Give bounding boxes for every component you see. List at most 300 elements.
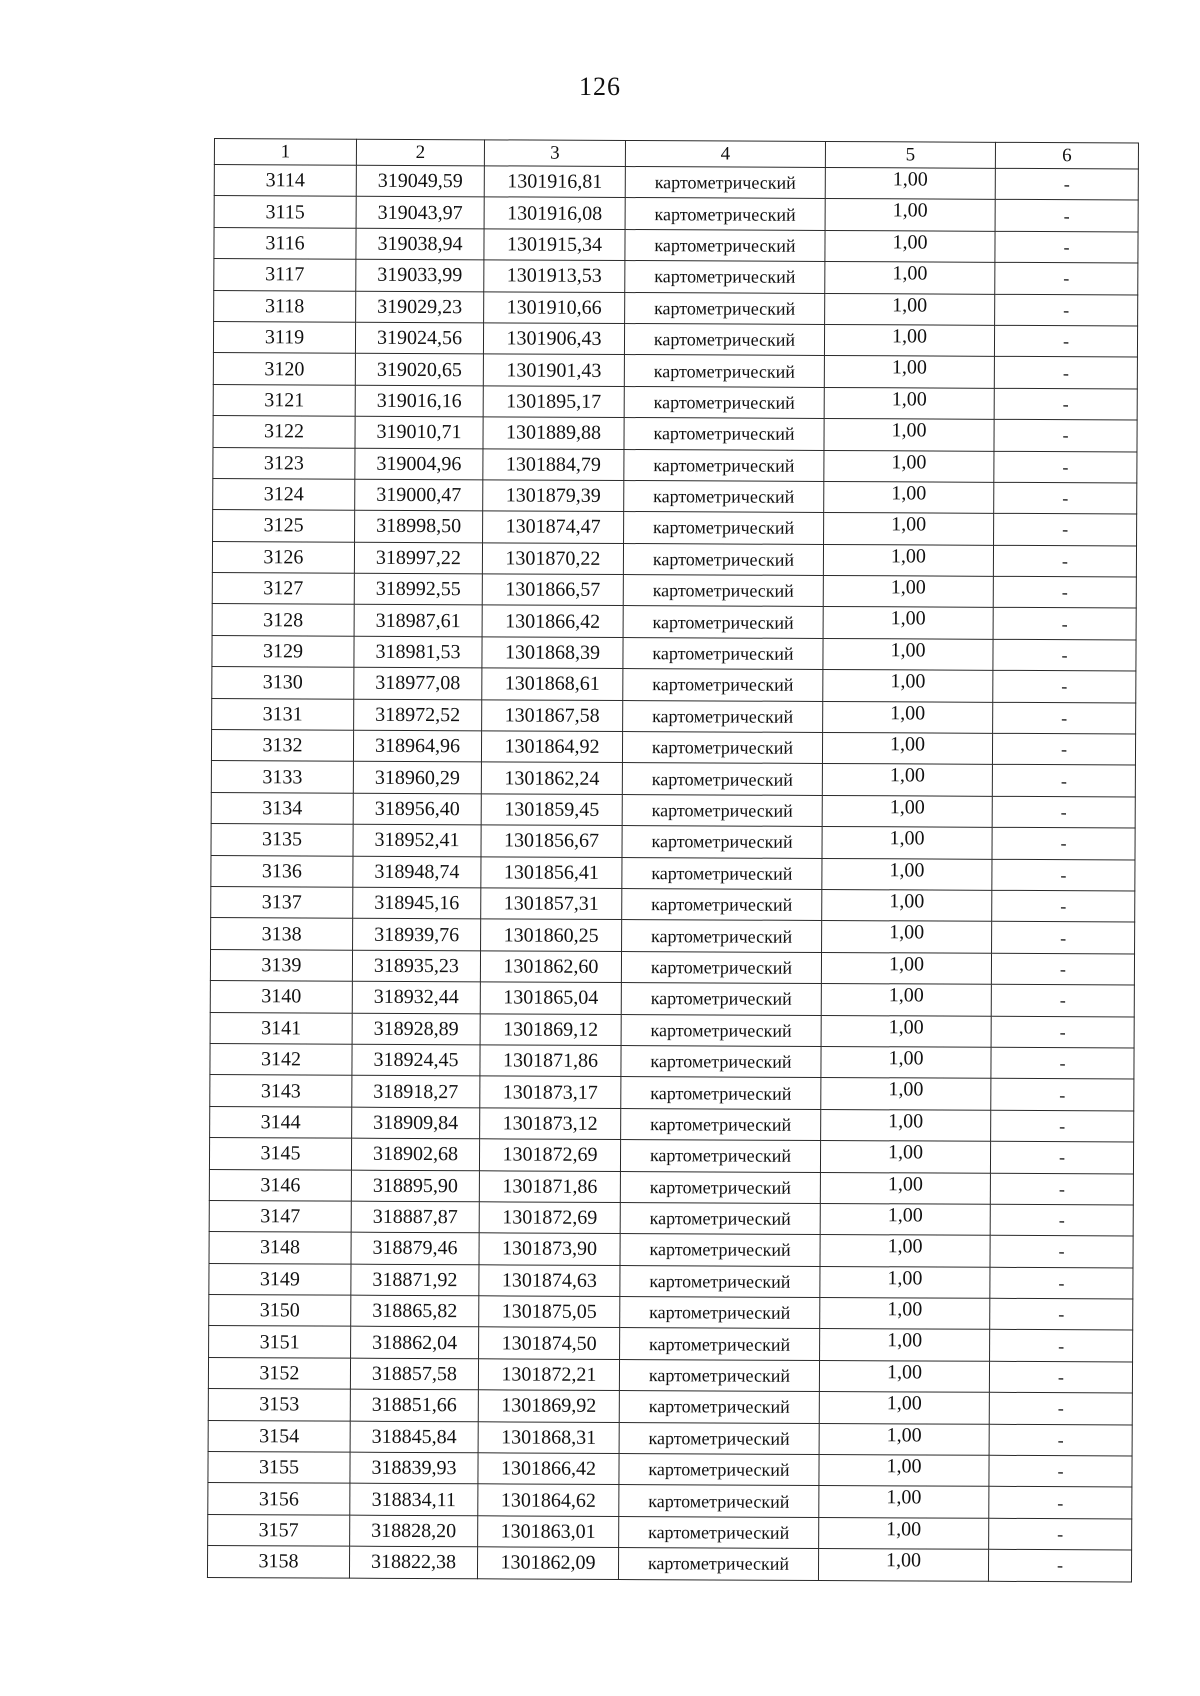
point-number-cell: 3122 xyxy=(213,416,355,448)
x-coordinate-cell: 318862,04 xyxy=(351,1327,479,1359)
note-cell: - xyxy=(990,1173,1133,1205)
point-number-cell: 3119 xyxy=(213,321,355,353)
point-number-cell: 3136 xyxy=(211,855,353,887)
y-coordinate-cell: 1301916,81 xyxy=(484,166,625,198)
x-coordinate-cell: 318845,84 xyxy=(350,1421,478,1453)
accuracy-cell: 1,00 xyxy=(822,921,992,953)
method-cell: картометрический xyxy=(625,292,825,324)
table-row xyxy=(213,384,1137,420)
point-number-cell: 3135 xyxy=(211,824,353,856)
y-coordinate-cell: 1301871,86 xyxy=(480,1045,621,1077)
note-cell: - xyxy=(995,168,1138,200)
note-cell: - xyxy=(994,388,1137,420)
column-header: 4 xyxy=(625,141,825,168)
accuracy-cell: 1,00 xyxy=(821,1015,991,1047)
x-coordinate-cell: 319038,94 xyxy=(356,228,484,260)
method-cell: картометрический xyxy=(620,1234,820,1266)
point-number-cell: 3120 xyxy=(213,353,355,385)
point-number-cell: 3134 xyxy=(211,792,353,824)
x-coordinate-cell: 318939,76 xyxy=(353,919,481,951)
point-number-cell: 3124 xyxy=(213,478,355,510)
table-row xyxy=(208,1514,1132,1550)
x-coordinate-cell: 318871,92 xyxy=(351,1264,479,1296)
table-row xyxy=(214,227,1138,263)
x-coordinate-cell: 318839,93 xyxy=(350,1452,478,1484)
y-coordinate-cell: 1301860,25 xyxy=(481,919,622,951)
accuracy-cell: 1,00 xyxy=(819,1392,989,1424)
method-cell: картометрический xyxy=(621,1108,821,1140)
point-number-cell: 3152 xyxy=(208,1357,350,1389)
point-number-cell: 3133 xyxy=(211,761,353,793)
method-cell: картометрический xyxy=(622,920,822,952)
point-number-cell: 3129 xyxy=(212,635,354,667)
method-cell: картометрический xyxy=(623,543,823,575)
note-cell: - xyxy=(990,1236,1133,1268)
note-cell: - xyxy=(992,922,1135,954)
point-number-cell: 3138 xyxy=(211,918,353,950)
table-row xyxy=(213,447,1137,483)
method-cell: картометрический xyxy=(622,794,822,826)
y-coordinate-cell: 1301874,50 xyxy=(479,1327,620,1359)
x-coordinate-cell: 318932,44 xyxy=(352,981,480,1013)
table-row xyxy=(211,886,1135,922)
y-coordinate-cell: 1301872,69 xyxy=(479,1139,620,1171)
method-cell: картометрический xyxy=(621,1045,821,1077)
y-coordinate-cell: 1301862,09 xyxy=(477,1547,618,1579)
accuracy-cell: 1,00 xyxy=(825,167,995,199)
accuracy-cell: 1,00 xyxy=(824,387,994,419)
accuracy-cell: 1,00 xyxy=(819,1423,989,1455)
x-coordinate-cell: 319049,59 xyxy=(356,165,484,197)
accuracy-cell: 1,00 xyxy=(819,1486,989,1518)
point-number-cell: 3149 xyxy=(209,1263,351,1295)
x-coordinate-cell: 318948,74 xyxy=(353,856,481,888)
table-row xyxy=(214,290,1138,326)
y-coordinate-cell: 1301864,92 xyxy=(481,731,622,763)
table-row xyxy=(208,1389,1132,1425)
x-coordinate-cell: 318998,50 xyxy=(355,510,483,542)
table-row xyxy=(207,1546,1131,1582)
x-coordinate-cell: 318960,29 xyxy=(353,762,481,794)
y-coordinate-cell: 1301856,67 xyxy=(481,825,622,857)
y-coordinate-cell: 1301862,24 xyxy=(481,762,622,794)
point-number-cell: 3140 xyxy=(210,981,352,1013)
accuracy-cell: 1,00 xyxy=(824,419,994,451)
accuracy-cell: 1,00 xyxy=(818,1549,988,1581)
accuracy-cell: 1,00 xyxy=(823,544,993,576)
accuracy-cell: 1,00 xyxy=(822,858,992,890)
method-cell: картометрический xyxy=(618,1548,818,1580)
y-coordinate-cell: 1301901,43 xyxy=(483,354,624,386)
note-cell: - xyxy=(992,796,1135,828)
table-row xyxy=(212,604,1136,640)
y-coordinate-cell: 1301916,08 xyxy=(484,197,625,229)
coordinates-table xyxy=(207,138,1139,1582)
method-cell: картометрический xyxy=(623,606,823,638)
note-cell: - xyxy=(990,1267,1133,1299)
method-cell: картометрический xyxy=(622,826,822,858)
point-number-cell: 3114 xyxy=(214,165,356,197)
x-coordinate-cell: 319033,99 xyxy=(356,259,484,291)
y-coordinate-cell: 1301868,31 xyxy=(478,1421,619,1453)
y-coordinate-cell: 1301884,79 xyxy=(483,448,624,480)
point-number-cell: 3142 xyxy=(210,1043,352,1075)
note-cell: - xyxy=(993,545,1136,577)
page-number: 126 xyxy=(579,72,621,101)
accuracy-cell: 1,00 xyxy=(819,1360,989,1392)
y-coordinate-cell: 1301868,61 xyxy=(482,668,623,700)
table-row xyxy=(209,1263,1133,1299)
table-row xyxy=(211,792,1135,828)
note-cell: - xyxy=(992,765,1135,797)
y-coordinate-cell: 1301866,57 xyxy=(482,574,623,606)
method-cell: картометрический xyxy=(623,575,823,607)
accuracy-cell: 1,00 xyxy=(821,1078,991,1110)
note-cell: - xyxy=(995,294,1138,326)
note-cell: - xyxy=(991,984,1134,1016)
note-cell: - xyxy=(991,1110,1134,1142)
accuracy-cell: 1,00 xyxy=(821,1046,991,1078)
table-row xyxy=(214,196,1138,232)
table-row xyxy=(210,1043,1134,1079)
x-coordinate-cell: 318857,58 xyxy=(350,1358,478,1390)
method-cell: картометрический xyxy=(624,386,824,418)
table-row xyxy=(208,1420,1132,1456)
x-coordinate-cell: 318879,46 xyxy=(351,1232,479,1264)
x-coordinate-cell: 319010,71 xyxy=(355,416,483,448)
point-number-cell: 3126 xyxy=(212,541,354,573)
method-cell: картометрический xyxy=(620,1202,820,1234)
accuracy-cell: 1,00 xyxy=(821,952,991,984)
point-number-cell: 3156 xyxy=(208,1483,350,1515)
table-row xyxy=(210,981,1134,1017)
y-coordinate-cell: 1301864,62 xyxy=(478,1484,619,1516)
point-number-cell: 3125 xyxy=(213,510,355,542)
table-row xyxy=(210,1012,1134,1048)
method-cell: картометрический xyxy=(625,229,825,261)
point-number-cell: 3144 xyxy=(210,1106,352,1138)
point-number-cell: 3127 xyxy=(212,573,354,605)
x-coordinate-cell: 318902,68 xyxy=(351,1138,479,1170)
accuracy-cell: 1,00 xyxy=(822,827,992,859)
accuracy-cell: 1,00 xyxy=(820,1172,990,1204)
method-cell: картометрический xyxy=(624,323,824,355)
method-cell: картометрический xyxy=(624,480,824,512)
table-row xyxy=(214,259,1138,295)
x-coordinate-cell: 319020,65 xyxy=(355,354,483,386)
point-number-cell: 3145 xyxy=(209,1138,351,1170)
note-cell: - xyxy=(991,1016,1134,1048)
y-coordinate-cell: 1301906,43 xyxy=(483,323,624,355)
method-cell: картометрический xyxy=(619,1485,819,1517)
table-row xyxy=(209,1326,1133,1362)
x-coordinate-cell: 318945,16 xyxy=(353,887,481,919)
accuracy-cell: 1,00 xyxy=(819,1454,989,1486)
x-coordinate-cell: 318981,53 xyxy=(354,636,482,668)
method-cell: картометрический xyxy=(624,418,824,450)
note-cell: - xyxy=(995,200,1138,232)
table-row xyxy=(211,918,1135,954)
method-cell: картометрический xyxy=(619,1391,819,1423)
accuracy-cell: 1,00 xyxy=(819,1517,989,1549)
method-cell: картометрический xyxy=(621,983,821,1015)
point-number-cell: 3123 xyxy=(213,447,355,479)
note-cell: - xyxy=(994,325,1137,357)
y-coordinate-cell: 1301869,92 xyxy=(478,1390,619,1422)
y-coordinate-cell: 1301873,17 xyxy=(480,1076,621,1108)
y-coordinate-cell: 1301872,21 xyxy=(478,1359,619,1391)
y-coordinate-cell: 1301866,42 xyxy=(482,605,623,637)
note-cell: - xyxy=(992,733,1135,765)
table-row xyxy=(213,321,1137,357)
table-row xyxy=(214,165,1138,201)
note-cell: - xyxy=(990,1330,1133,1362)
y-coordinate-cell: 1301868,39 xyxy=(482,637,623,669)
y-coordinate-cell: 1301874,47 xyxy=(483,511,624,543)
accuracy-cell: 1,00 xyxy=(822,764,992,796)
accuracy-cell: 1,00 xyxy=(824,450,994,482)
point-number-cell: 3137 xyxy=(211,886,353,918)
method-cell: картометрический xyxy=(624,449,824,481)
method-cell: картометрический xyxy=(621,951,821,983)
x-coordinate-cell: 319000,47 xyxy=(355,479,483,511)
table-row xyxy=(212,667,1136,703)
y-coordinate-cell: 1301866,42 xyxy=(478,1453,619,1485)
table-row xyxy=(209,1295,1133,1331)
accuracy-cell: 1,00 xyxy=(825,262,995,294)
accuracy-cell: 1,00 xyxy=(823,607,993,639)
note-cell: - xyxy=(992,890,1135,922)
y-coordinate-cell: 1301865,04 xyxy=(480,982,621,1014)
note-cell: - xyxy=(993,702,1136,734)
point-number-cell: 3150 xyxy=(209,1295,351,1327)
x-coordinate-cell: 318834,11 xyxy=(350,1484,478,1516)
table-row xyxy=(209,1138,1133,1174)
y-coordinate-cell: 1301874,63 xyxy=(479,1264,620,1296)
table-row xyxy=(209,1200,1133,1236)
method-cell: картометрический xyxy=(624,355,824,387)
note-cell: - xyxy=(994,357,1137,389)
x-coordinate-cell: 318828,20 xyxy=(350,1515,478,1547)
point-number-cell: 3132 xyxy=(211,730,353,762)
y-coordinate-cell: 1301879,39 xyxy=(483,480,624,512)
y-coordinate-cell: 1301871,86 xyxy=(479,1170,620,1202)
note-cell: - xyxy=(995,262,1138,294)
accuracy-cell: 1,00 xyxy=(822,733,992,765)
y-coordinate-cell: 1301869,12 xyxy=(480,1013,621,1045)
point-number-cell: 3151 xyxy=(209,1326,351,1358)
note-cell: - xyxy=(989,1424,1132,1456)
method-cell: картометрический xyxy=(622,763,822,795)
x-coordinate-cell: 319043,97 xyxy=(356,197,484,229)
note-cell: - xyxy=(989,1487,1132,1519)
point-number-cell: 3130 xyxy=(212,667,354,699)
method-cell: картометрический xyxy=(623,700,823,732)
point-number-cell: 3148 xyxy=(209,1232,351,1264)
point-number-cell: 3154 xyxy=(208,1420,350,1452)
table-row xyxy=(212,698,1136,734)
method-cell: картометрический xyxy=(619,1422,819,1454)
y-coordinate-cell: 1301913,53 xyxy=(484,260,625,292)
y-coordinate-cell: 1301889,88 xyxy=(483,417,624,449)
note-cell: - xyxy=(993,608,1136,640)
y-coordinate-cell: 1301856,41 xyxy=(481,856,622,888)
x-coordinate-cell: 318887,87 xyxy=(351,1201,479,1233)
accuracy-cell: 1,00 xyxy=(824,481,994,513)
point-number-cell: 3118 xyxy=(214,290,356,322)
x-coordinate-cell: 319029,23 xyxy=(356,291,484,323)
y-coordinate-cell: 1301857,31 xyxy=(481,888,622,920)
x-coordinate-cell: 318977,08 xyxy=(354,667,482,699)
y-coordinate-cell: 1301895,17 xyxy=(483,386,624,418)
method-cell: картометрический xyxy=(620,1297,820,1329)
point-number-cell: 3153 xyxy=(208,1389,350,1421)
method-cell: картометрический xyxy=(622,888,822,920)
table-row xyxy=(208,1357,1132,1393)
accuracy-cell: 1,00 xyxy=(823,701,993,733)
point-number-cell: 3115 xyxy=(214,196,356,228)
point-number-cell: 3128 xyxy=(212,604,354,636)
note-cell: - xyxy=(989,1393,1132,1425)
point-number-cell: 3158 xyxy=(207,1546,349,1578)
y-coordinate-cell: 1301910,66 xyxy=(484,291,625,323)
note-cell: - xyxy=(995,231,1138,263)
note-cell: - xyxy=(989,1455,1132,1487)
table-row xyxy=(212,635,1136,671)
accuracy-cell: 1,00 xyxy=(820,1266,990,1298)
point-number-cell: 3131 xyxy=(212,698,354,730)
method-cell: картометрический xyxy=(623,669,823,701)
table-row xyxy=(213,353,1137,389)
y-coordinate-cell: 1301873,90 xyxy=(479,1233,620,1265)
point-number-cell: 3147 xyxy=(209,1200,351,1232)
method-cell: картометрический xyxy=(625,261,825,293)
accuracy-cell: 1,00 xyxy=(823,670,993,702)
note-cell: - xyxy=(988,1549,1131,1581)
note-cell: - xyxy=(991,1079,1134,1111)
note-cell: - xyxy=(989,1361,1132,1393)
x-coordinate-cell: 319016,16 xyxy=(355,385,483,417)
method-cell: картометрический xyxy=(620,1265,820,1297)
table-row xyxy=(212,573,1136,609)
x-coordinate-cell: 318822,38 xyxy=(349,1546,477,1578)
method-cell: картометрический xyxy=(621,1077,821,1109)
accuracy-cell: 1,00 xyxy=(821,984,991,1016)
note-cell: - xyxy=(992,828,1135,860)
accuracy-cell: 1,00 xyxy=(824,324,994,356)
table-row xyxy=(213,510,1137,546)
table-row xyxy=(211,761,1135,797)
accuracy-cell: 1,00 xyxy=(822,889,992,921)
table-row xyxy=(211,855,1135,891)
point-number-cell: 3121 xyxy=(213,384,355,416)
note-cell: - xyxy=(994,514,1137,546)
column-header: 3 xyxy=(484,140,625,167)
accuracy-cell: 1,00 xyxy=(823,638,993,670)
note-cell: - xyxy=(994,482,1137,514)
accuracy-cell: 1,00 xyxy=(820,1235,990,1267)
note-cell: - xyxy=(992,859,1135,891)
table-row xyxy=(212,541,1136,577)
note-cell: - xyxy=(993,639,1136,671)
note-cell: - xyxy=(991,953,1134,985)
method-cell: картометрический xyxy=(624,512,824,544)
x-coordinate-cell: 318928,89 xyxy=(352,1013,480,1045)
x-coordinate-cell: 318918,27 xyxy=(352,1076,480,1108)
note-cell: - xyxy=(990,1141,1133,1173)
note-cell: - xyxy=(993,671,1136,703)
x-coordinate-cell: 318909,84 xyxy=(352,1107,480,1139)
table-row xyxy=(210,1106,1134,1142)
table-row xyxy=(213,478,1137,514)
x-coordinate-cell: 318992,55 xyxy=(354,573,482,605)
method-cell: картометрический xyxy=(621,1014,821,1046)
note-cell: - xyxy=(994,419,1137,451)
x-coordinate-cell: 318987,61 xyxy=(354,605,482,637)
column-header: 2 xyxy=(356,139,484,166)
accuracy-cell: 1,00 xyxy=(825,293,995,325)
x-coordinate-cell: 318956,40 xyxy=(353,793,481,825)
y-coordinate-cell: 1301859,45 xyxy=(481,794,622,826)
accuracy-cell: 1,00 xyxy=(821,1109,991,1141)
table-row xyxy=(211,824,1135,860)
table-row xyxy=(211,730,1135,766)
accuracy-cell: 1,00 xyxy=(822,795,992,827)
y-coordinate-cell: 1301875,05 xyxy=(479,1296,620,1328)
accuracy-cell: 1,00 xyxy=(825,199,995,231)
x-coordinate-cell: 318952,41 xyxy=(353,824,481,856)
note-cell: - xyxy=(994,451,1137,483)
y-coordinate-cell: 1301867,58 xyxy=(482,699,623,731)
x-coordinate-cell: 318924,45 xyxy=(352,1044,480,1076)
point-number-cell: 3157 xyxy=(208,1514,350,1546)
column-header: 1 xyxy=(214,139,356,166)
point-number-cell: 3117 xyxy=(214,259,356,291)
method-cell: картометрический xyxy=(620,1140,820,1172)
method-cell: картометрический xyxy=(619,1516,819,1548)
accuracy-cell: 1,00 xyxy=(820,1329,990,1361)
column-header: 6 xyxy=(995,142,1138,169)
y-coordinate-cell: 1301872,69 xyxy=(479,1202,620,1234)
x-coordinate-cell: 318972,52 xyxy=(354,699,482,731)
point-number-cell: 3146 xyxy=(209,1169,351,1201)
accuracy-cell: 1,00 xyxy=(820,1203,990,1235)
accuracy-cell: 1,00 xyxy=(823,576,993,608)
table-row xyxy=(209,1232,1133,1268)
method-cell: картометрический xyxy=(619,1454,819,1486)
note-cell: - xyxy=(991,1047,1134,1079)
accuracy-cell: 1,00 xyxy=(824,513,994,545)
point-number-cell: 3141 xyxy=(210,1012,352,1044)
y-coordinate-cell: 1301915,34 xyxy=(484,229,625,261)
method-cell: картометрический xyxy=(623,637,823,669)
y-coordinate-cell: 1301870,22 xyxy=(482,543,623,575)
accuracy-cell: 1,00 xyxy=(820,1298,990,1330)
table-row xyxy=(210,949,1134,985)
point-number-cell: 3143 xyxy=(210,1075,352,1107)
note-cell: - xyxy=(990,1298,1133,1330)
x-coordinate-cell: 318964,96 xyxy=(353,730,481,762)
method-cell: картометрический xyxy=(625,198,825,230)
method-cell: картометрический xyxy=(620,1328,820,1360)
accuracy-cell: 1,00 xyxy=(825,230,995,262)
table-row xyxy=(210,1075,1134,1111)
method-cell: картометрический xyxy=(622,732,822,764)
method-cell: картометрический xyxy=(622,857,822,889)
x-coordinate-cell: 318865,82 xyxy=(351,1295,479,1327)
note-cell: - xyxy=(993,576,1136,608)
note-cell: - xyxy=(989,1518,1132,1550)
